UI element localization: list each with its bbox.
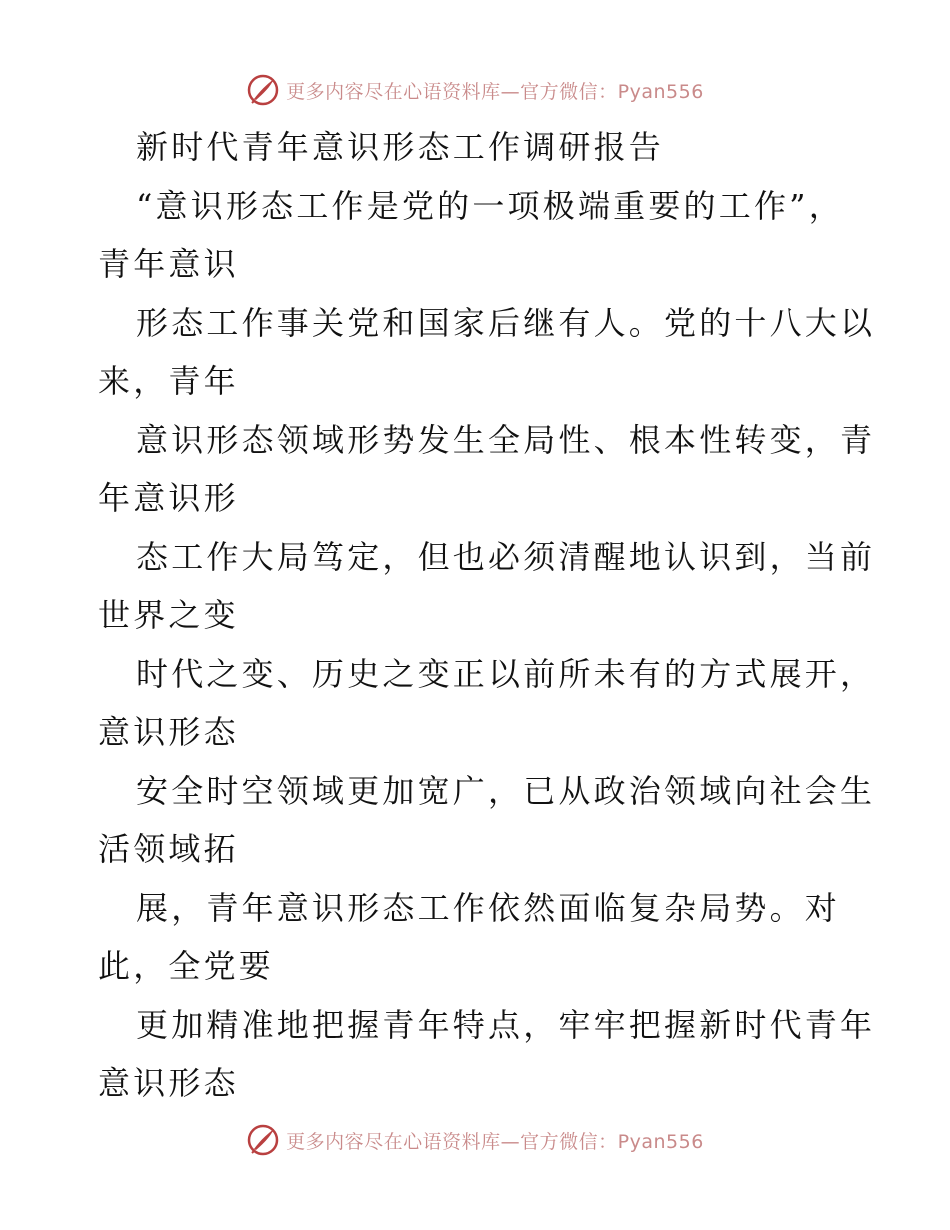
paragraph-line: 年意识形 xyxy=(98,479,239,517)
paragraph-line: 青年意识 xyxy=(98,245,239,283)
paragraph-line: 此，全党要 xyxy=(98,947,275,985)
document-body xyxy=(98,118,876,1113)
paragraph-line: 活领域拓 xyxy=(98,830,239,868)
feather-pen-logo-icon xyxy=(246,73,280,107)
paragraph-line: 展，青年意识形态工作依然面临复杂局势。对 xyxy=(136,888,841,927)
paragraph-line: 意识形态 xyxy=(98,1064,239,1102)
document-title: 新时代青年意识形态工作调研报告 xyxy=(136,128,665,166)
feather-pen-logo-icon xyxy=(246,1123,280,1157)
paragraph-line: 时代之变、历史之变正以前所未有的方式展开， xyxy=(136,654,876,693)
paragraph-line: 世界之变 xyxy=(98,596,239,634)
footer-banner-text: 更多内容尽在心语资料库—官方微信：Pyan556 xyxy=(286,1130,704,1153)
header-banner xyxy=(0,70,950,110)
paragraph-line: 态工作大局笃定，但也必须清醒地认识到，当前 xyxy=(136,537,876,576)
paragraph-line: 形态工作事关党和国家后继有人。党的十八大以 xyxy=(136,303,876,342)
paragraph-line: 来，青年 xyxy=(98,362,239,400)
paragraph-line: “意识形态工作是党的一项极端重要的工作”， xyxy=(136,186,844,225)
paragraph-line: 更加精准地把握青年特点，牢牢把握新时代青年 xyxy=(136,1005,876,1044)
paragraph-line: 意识形态领域形势发生全局性、根本性转变，青 xyxy=(136,420,876,459)
footer-banner xyxy=(0,1120,950,1160)
paragraph-line: 安全时空领域更加宽广，已从政治领域向社会生 xyxy=(136,771,876,810)
header-banner-text: 更多内容尽在心语资料库—官方微信：Pyan556 xyxy=(286,80,704,103)
paragraph-line: 意识形态 xyxy=(98,713,239,751)
